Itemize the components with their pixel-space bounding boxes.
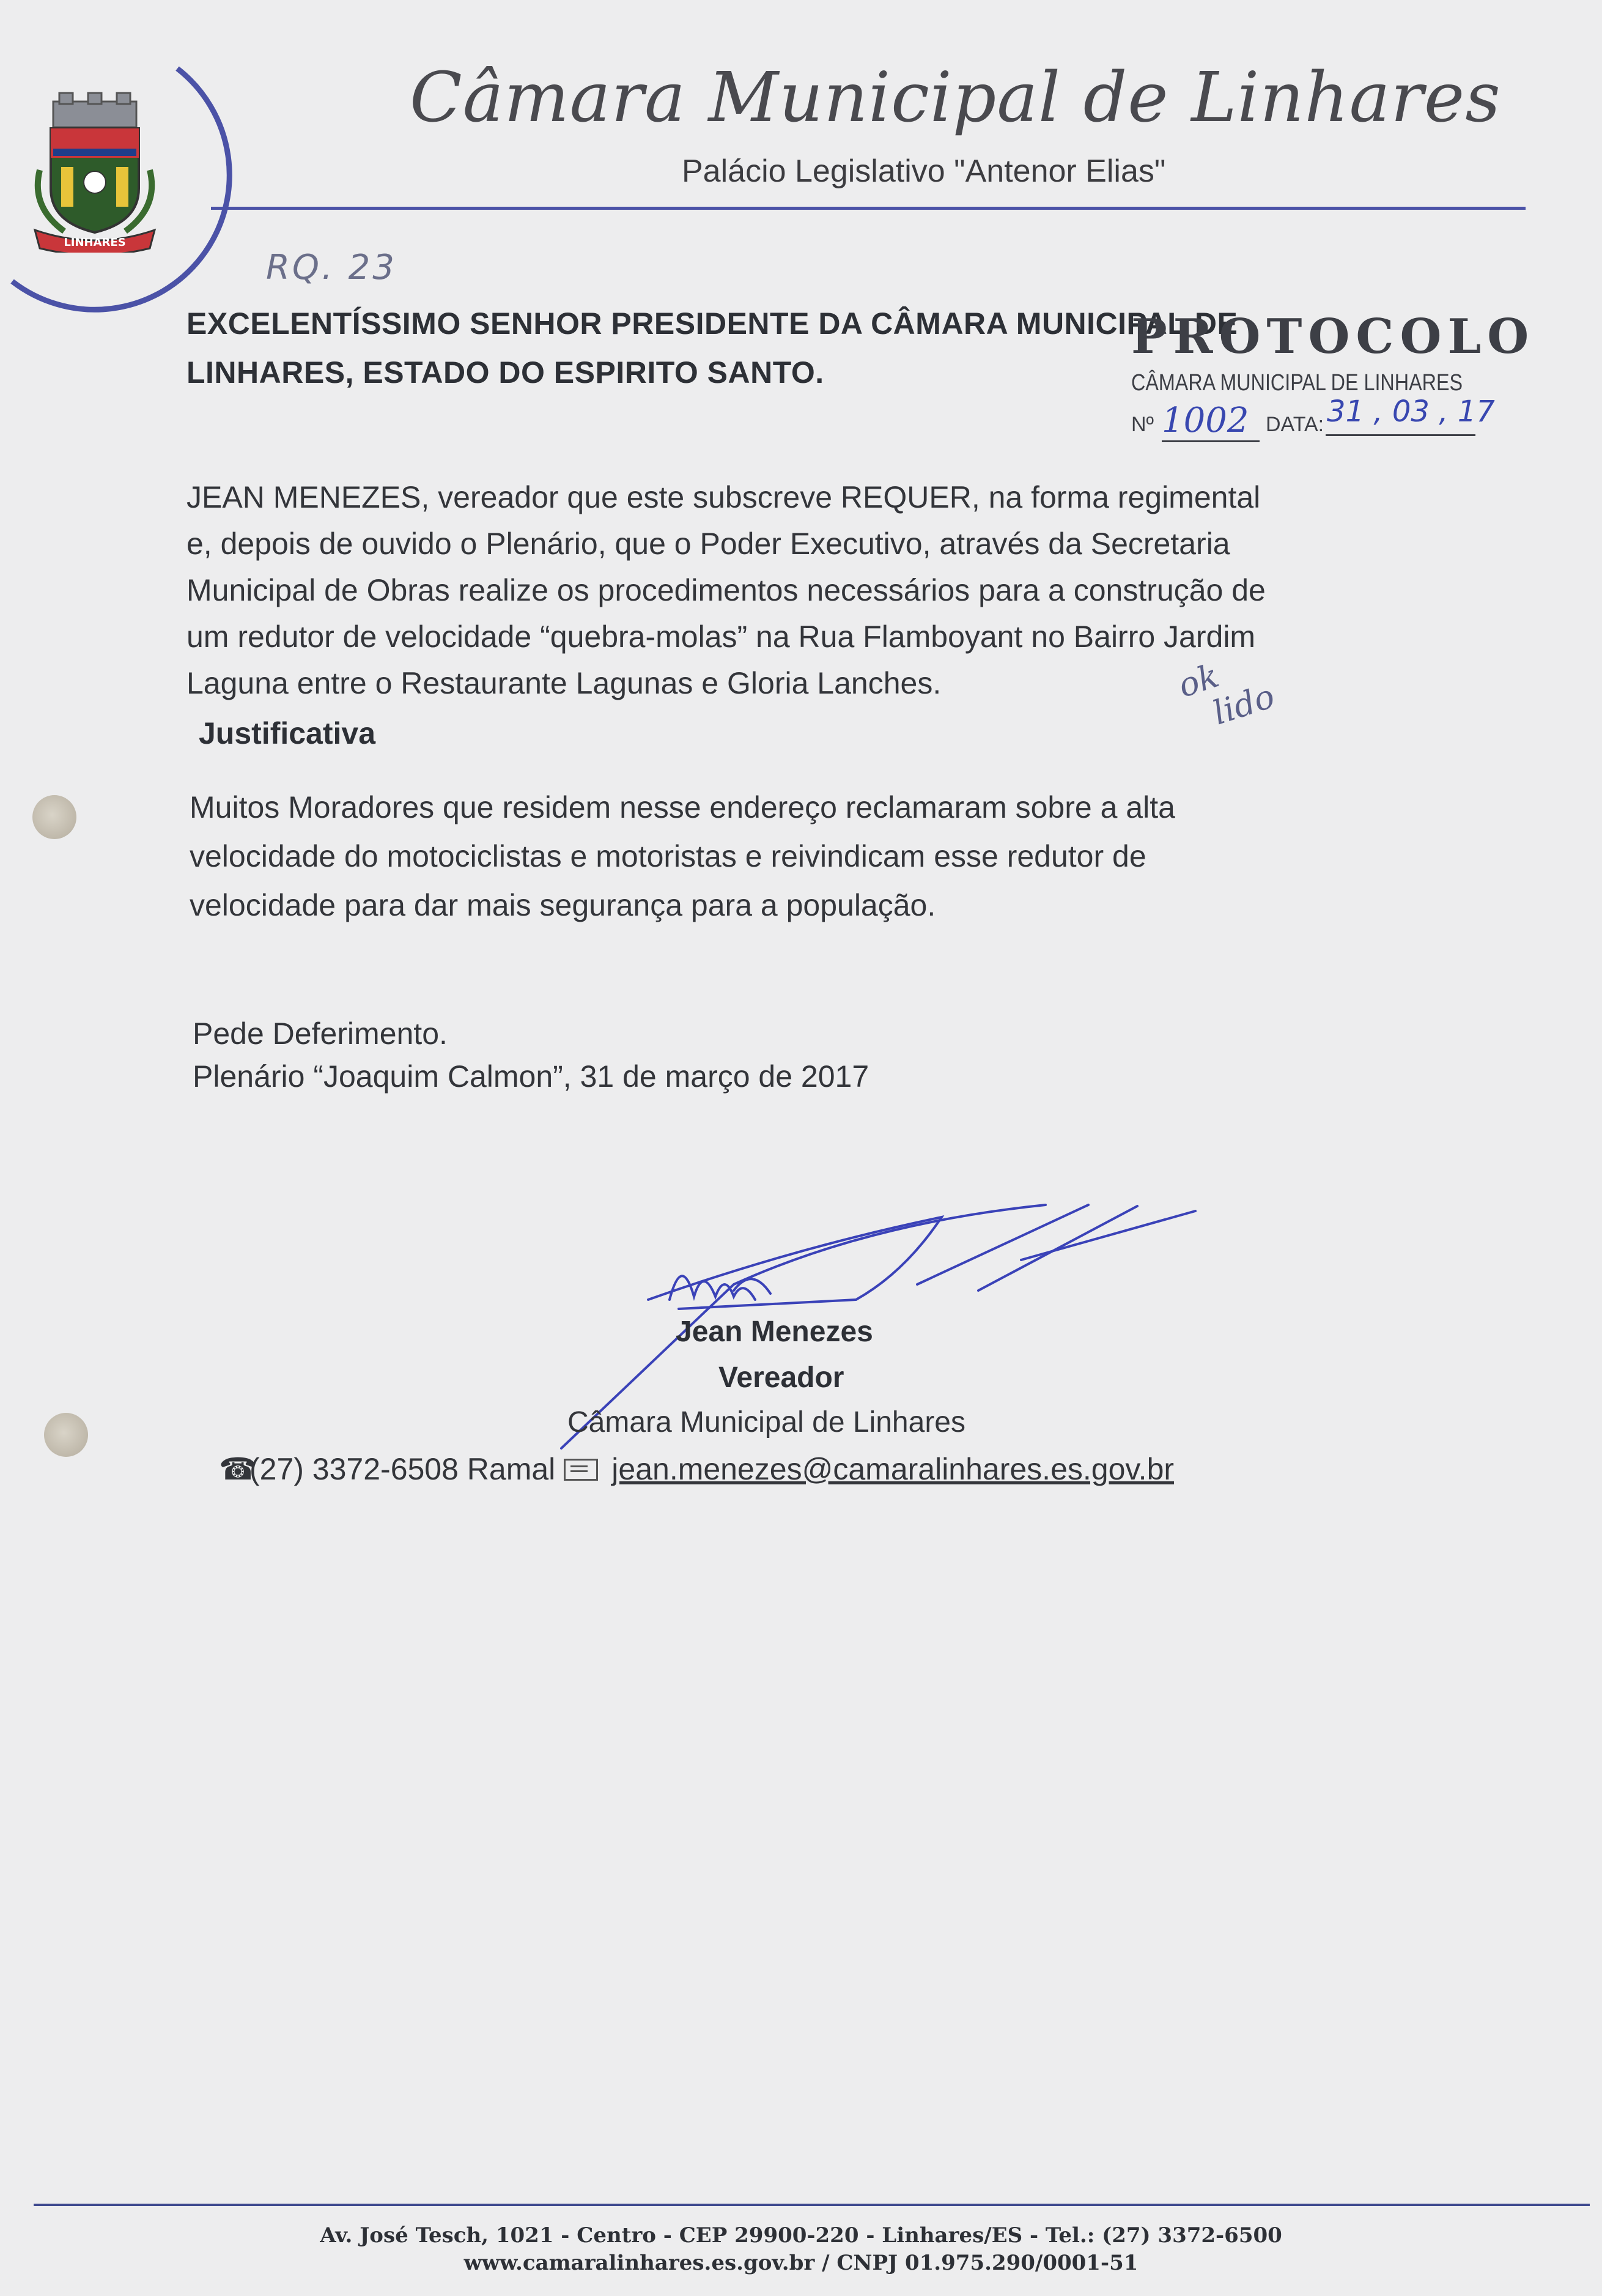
- request-line: Laguna entre o Restaurante Lagunas e Gloria Lanches.: [186, 666, 942, 700]
- stamp-number-line: [1162, 440, 1260, 442]
- justification-paragraph: [190, 783, 1175, 930]
- addressee-line-2: LINHARES, ESTADO DO ESPIRITO SANTO.: [186, 355, 824, 390]
- request-line: um redutor de velocidade “quebra-molas” na Rua Flamboyant no Bairro Jardim: [186, 620, 1256, 654]
- closing-block: [193, 1012, 869, 1098]
- stamp-date-label: DATA:: [1266, 413, 1324, 436]
- footer-divider: [34, 2204, 1590, 2206]
- contact-line: [219, 1451, 1174, 1487]
- closing-place-date: Plenário “Joaquim Calmon”, 31 de março de 2017: [193, 1059, 869, 1094]
- page-title: Câmara Municipal de Linhares: [410, 58, 1501, 138]
- municipal-crest-logo: [28, 91, 162, 253]
- phone-icon: ☎: [219, 1452, 257, 1486]
- closing-line: Pede Deferimento.: [193, 1017, 448, 1051]
- footer-address: Av. José Tesch, 1021 - Centro - CEP 29900-220 - Linhares/ES - Tel.: (27) 3372-6500: [320, 2223, 1282, 2248]
- request-line: e, depois de ouvido o Plenário, que o Poder Executivo, através da Secretaria: [186, 527, 1230, 561]
- justification-line: velocidade do motociclistas e motoristas e reivindicam esse redutor de: [190, 839, 1146, 873]
- handwritten-rq-note: RQ. 23: [266, 248, 397, 287]
- stamp-title: PROTOCOLO: [1131, 309, 1535, 365]
- justification-heading: Justificativa: [199, 716, 376, 750]
- header-divider: [211, 207, 1526, 210]
- punch-hole: [32, 795, 76, 839]
- stamp-number: 1002: [1162, 401, 1249, 440]
- request-line: Municipal de Obras realize os procedimentos necessários para a construção de: [186, 573, 1266, 607]
- stamp-date: 31 , 03 , 17: [1327, 394, 1495, 429]
- stamp-number-label: Nº: [1131, 413, 1154, 436]
- footer-website: www.camaralinhares.es.gov.br / CNPJ 01.975.290/0001-51: [463, 2251, 1139, 2275]
- punch-hole: [44, 1413, 88, 1457]
- email-link[interactable]: jean.menezes@camaralinhares.es.gov.br: [611, 1452, 1175, 1486]
- crest-ribbon-text: LINHARES: [64, 236, 126, 249]
- page-subtitle: Palácio Legislativo "Antenor Elias": [682, 154, 1166, 189]
- phone-number: (27) 3372-6508 Ramal: [249, 1452, 556, 1486]
- stamp-subtitle: CÂMARA MUNICIPAL DE LINHARES: [1131, 370, 1463, 396]
- request-line: JEAN MENEZES, vereador que este subscreve REQUER, na forma regimental: [186, 480, 1261, 514]
- addressee-line-1: EXCELENTÍSSIMO SENHOR PRESIDENTE DA CÂMARA MUNICIPAL DE: [186, 306, 1238, 341]
- request-paragraph: [186, 474, 1266, 706]
- annotation-line: lido: [1208, 676, 1280, 733]
- justification-line: Muitos Moradores que residem nesse endereço reclamaram sobre a alta: [190, 790, 1175, 824]
- signatory-name: Jean Menezes: [676, 1316, 873, 1348]
- justification-line: velocidade para dar mais segurança para a população.: [190, 888, 936, 922]
- signatory-role: Vereador: [718, 1361, 844, 1394]
- annotation-line: ok: [1173, 656, 1224, 705]
- envelope-icon: [564, 1459, 598, 1481]
- stamp-date-line: [1326, 434, 1475, 436]
- signatory-organization: Câmara Municipal de Linhares: [567, 1406, 965, 1439]
